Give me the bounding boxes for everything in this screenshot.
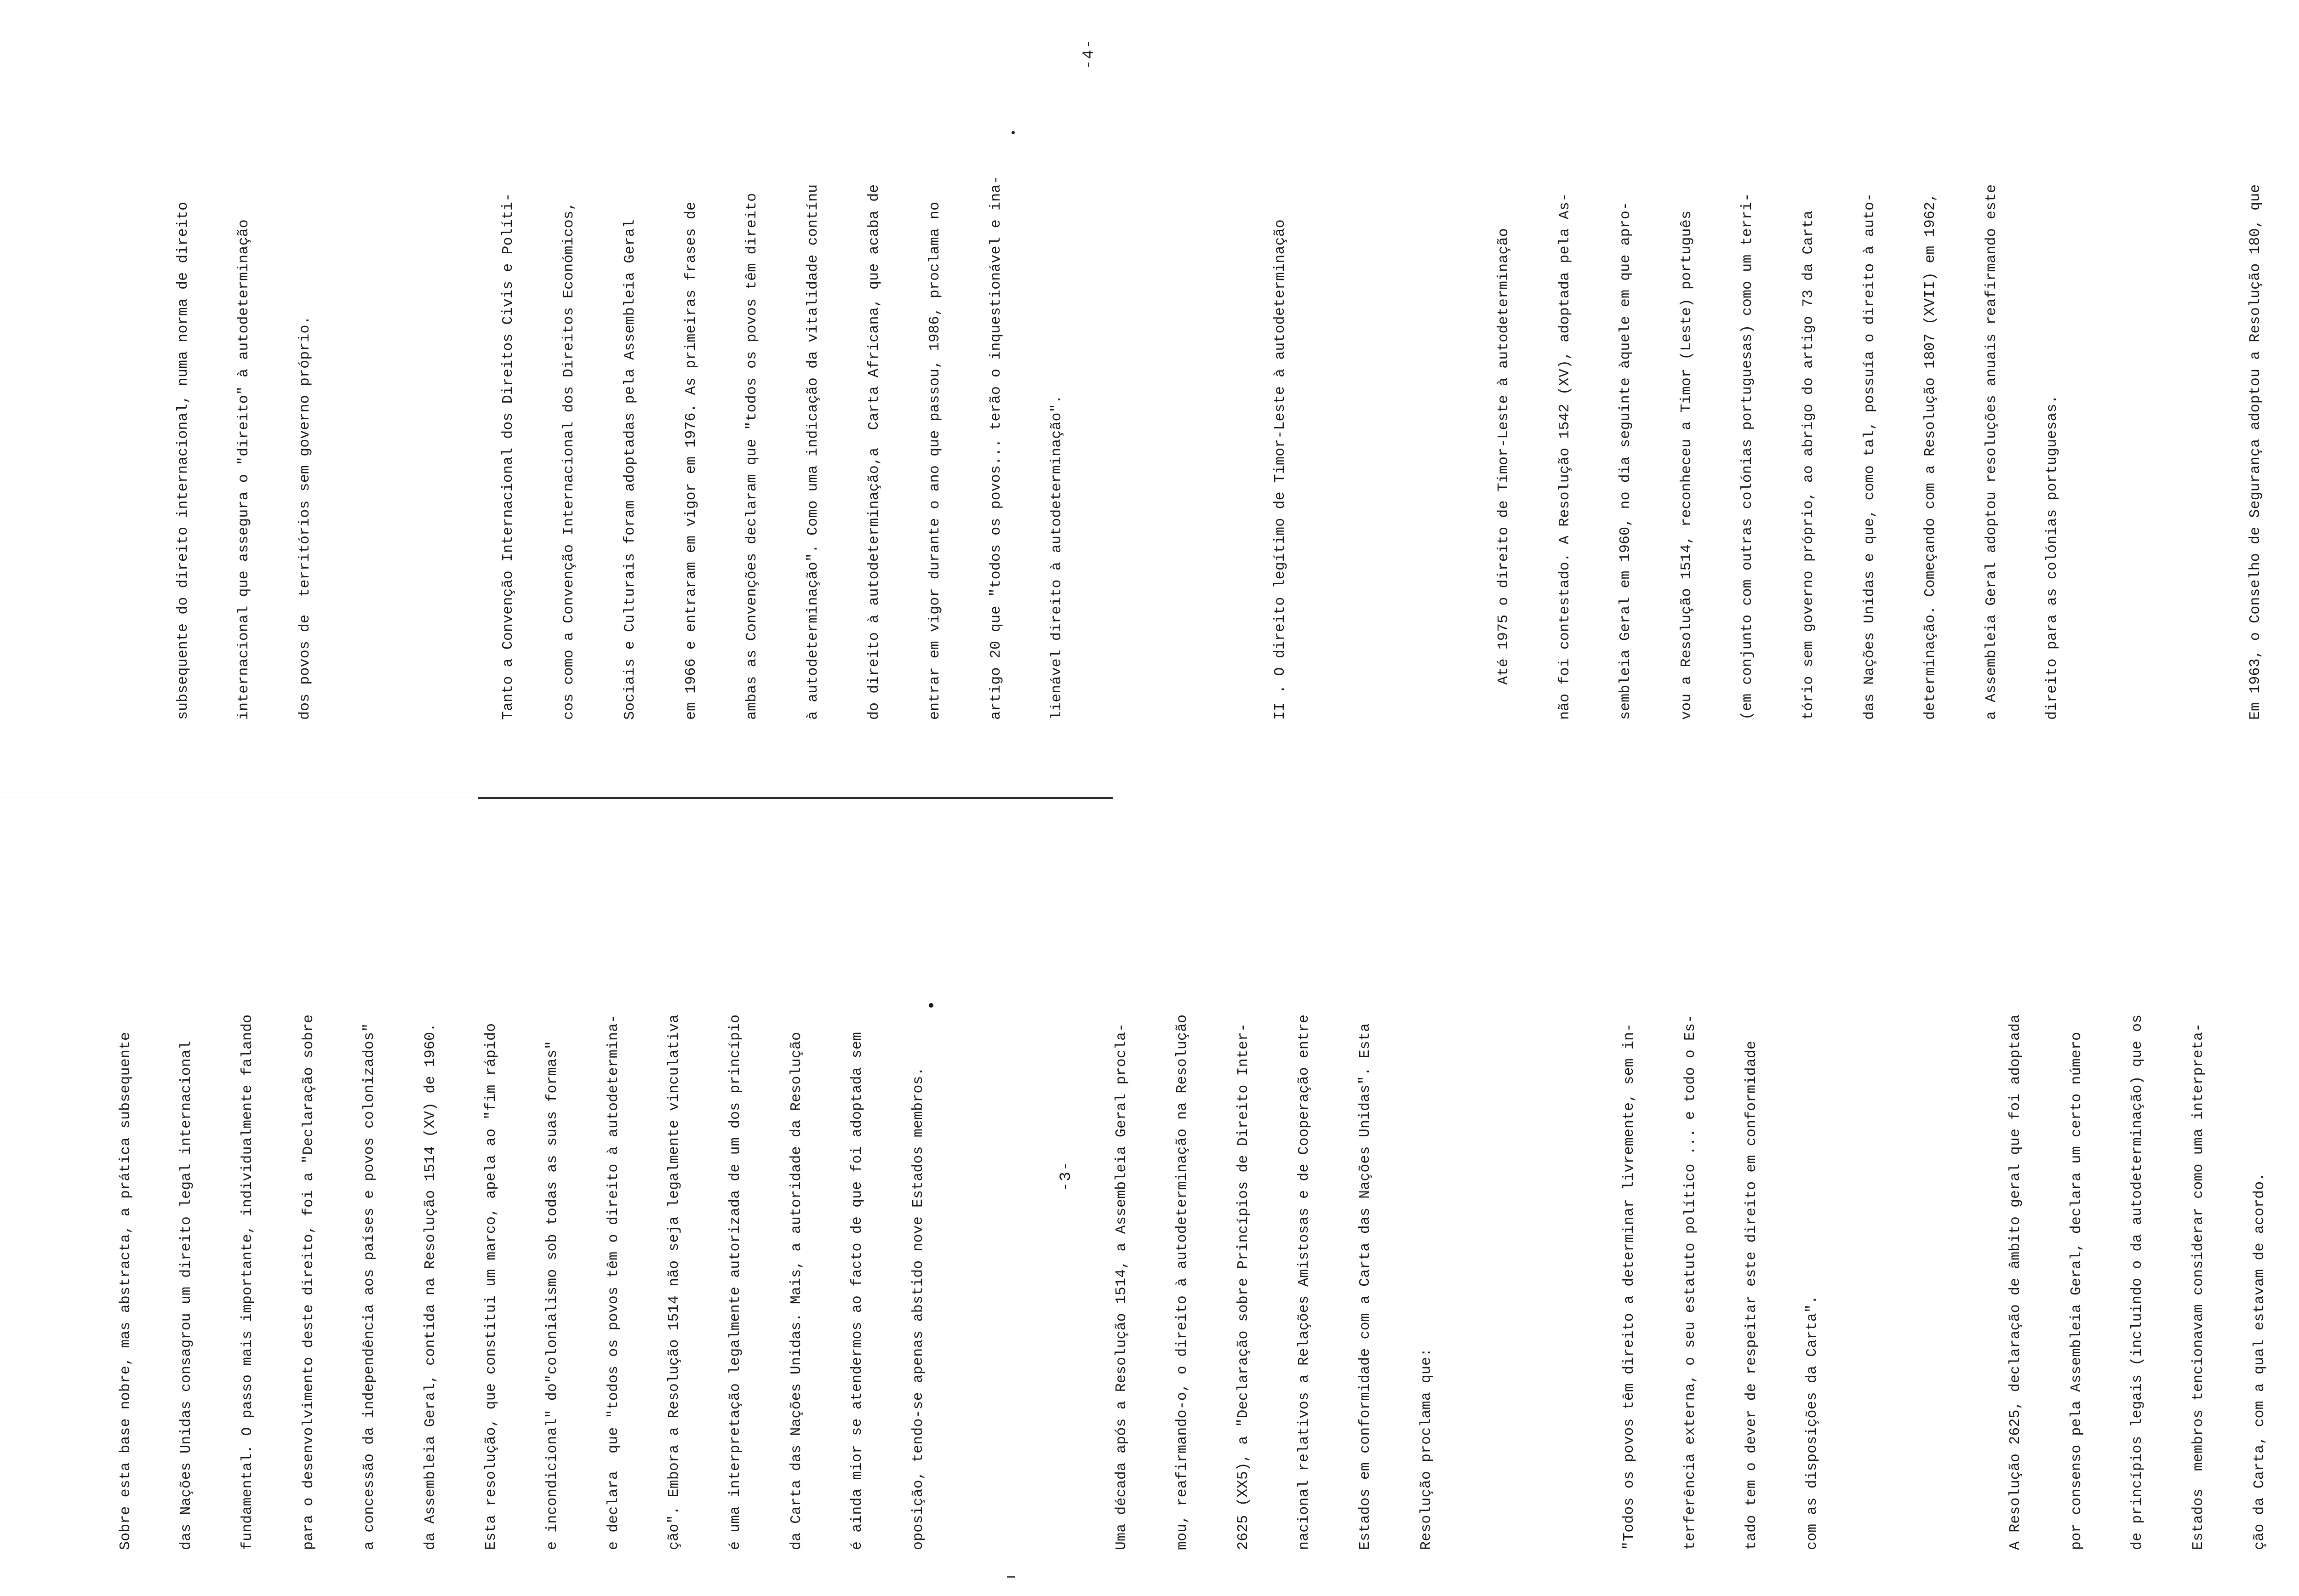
text-line: é ainda mior se atendermos ao facto de que foi adoptada sem [849, 1032, 866, 1550]
page-4 [0, 0, 2264, 798]
text-line: Estados em conformidade com a Carta das Nações Unidas". Esta [1357, 1023, 1373, 1550]
text-line: oposição, tendo-se apenas abstido nove Estados membros. [910, 1067, 926, 1550]
text-line: das Nações Unidas consagrou um direito legal internacional [178, 1041, 195, 1550]
text-line: sembleia Geral em 1960, no dia seguinte àquele em que apro- [1618, 201, 1634, 720]
text-line: ção". Embora a Resolução 1514 não seja legalmente vinculativa [666, 1014, 683, 1550]
paragraph [1071, 1006, 1477, 1550]
page-4-text-column [92, 176, 2299, 720]
text-line: dos povos de territórios sem governo próprio. [297, 316, 314, 720]
text-line: ção da Carta, com a qual estavam de acordo. [2251, 1172, 2268, 1550]
text-line: nacional relativos a Relações Amistosas e de Cooperação entre [1296, 1014, 1313, 1550]
text-line: determinação. Começando com a Resolução 1807 (XVII) em 1962, [1922, 193, 1939, 720]
heading-line: II . O direito legítimo de Timor-Leste à autodeterminação [1272, 219, 1289, 720]
text-line: da Carta das Nações Unidas. Mais, a autoridade da Resolução [788, 1032, 805, 1550]
text-line: 2625 (XX5), a "Declaração sobre Princípios de Direito Inter- [1235, 1023, 1252, 1550]
text-line: em 1966 e entraram em vigor em 1976. As primeiras frases de [683, 201, 699, 720]
paragraph [458, 176, 1108, 720]
text-line: da Assembleia Geral, contida na Resolução 1514 (XV) de 1960. [422, 1023, 439, 1550]
paragraph [75, 1006, 969, 1550]
text-line: cos como a Convenção Internacional dos Direitos Económicos, [561, 201, 578, 720]
paragraph [2205, 176, 2299, 720]
text-line: das Nações Unidas e que, como tal, possuía o direito à auto- [1861, 193, 1878, 720]
text-line: a concessão da independência aos países e povos colonizados" [361, 1023, 378, 1550]
text-line: de princípios legais (incluindo o da autodeterminação) que os [2129, 1014, 2146, 1550]
text-line: e incondicional" do"colonialismo sob todas as suas formas" [544, 1041, 561, 1550]
text-line: Sociais e Culturais foram adoptadas pela Assembleia Geral [622, 219, 639, 720]
text-line: A Resolução 2625, declaração de âmbito geral que foi adoptada [2007, 1014, 2024, 1550]
text-line: (em conjunto com outras colónias portuguesas) como um terri- [1739, 193, 1756, 720]
text-line: direito para as colónias portuguesas. [2044, 395, 2061, 720]
text-line: tório sem governo próprio, ao abrigo do artigo 73 da Carta [1801, 211, 1817, 720]
text-line: tado tem o dever de respeitar este direito em conformidade [1743, 1041, 1760, 1550]
text-line: para o desenvolvimento deste direito, foi a "Declaração sobre [300, 1014, 317, 1550]
text-line: vou a Resolução 1514, reconheceu a Timor (Leste) português [1678, 211, 1695, 720]
scan-speck [929, 1003, 933, 1008]
paragraph [1453, 176, 2104, 720]
page-3-text-column [34, 1006, 2299, 1550]
text-line: Resolução proclama que: [1418, 1348, 1435, 1550]
text-line: Tanto a Convenção Internacional dos Direitos Civis e Políti- [500, 193, 516, 720]
text-line: do direito à autodeterminação,a Carta Africana, que acaba de [866, 184, 882, 720]
page-number: -4- [1081, 38, 1098, 69]
text-line: ambas as Convenções declaram que "todos os povos têm direito [744, 193, 761, 720]
page-3 [0, 798, 2268, 1596]
page-number: -3- [1058, 1160, 1075, 1191]
block-quote [1579, 1006, 1864, 1550]
text-line: internacional que assegura o "direito" à autodeterminação [236, 219, 252, 720]
text-line: não foi contestado. A Resolução 1542 (XV), adoptada pela As- [1556, 193, 1573, 720]
text-line: fundamental. O passo mais importante, individualmente falando [240, 1014, 256, 1550]
text-line: Em 1963, o Conselho de Segurança adoptou a Resolução 180, que [2248, 184, 2264, 720]
text-line: a Assembleia Geral adoptou resoluções anuais reafirmando este [1983, 184, 2000, 720]
text-line: Estados membros tencionavam considerar como uma interpreta- [2190, 1023, 2207, 1550]
text-line: mou, reafirmando-o, o direito à autodeterminação na Resolução [1174, 1014, 1191, 1550]
scan-speck [1012, 131, 1015, 134]
text-line: entrar em vigor durante o ano que passou, 1986, proclama no [927, 201, 944, 720]
text-line: subsequente do direito internacional, numa norma de direito [175, 201, 191, 720]
text-line: por consenso pela Assembleia Geral, declara um certo número [2068, 1032, 2085, 1550]
section-heading [1230, 176, 1332, 720]
text-line: Esta resolução, que constitui um marco, apela ao "fim rápido [483, 1023, 500, 1550]
text-line: artigo 20 que "todos os povos... terão o inquestionável e ina- [988, 175, 1004, 720]
text-line: é uma interpretação legalmente autorizada de um dos princípio [727, 1014, 743, 1550]
text-line: Uma década após a Resolução 1514, a Assembleia Geral procla- [1113, 1023, 1130, 1550]
text-line: e declara que "todos os povos têm o direito à autodetermina- [605, 1014, 622, 1550]
paragraph [1965, 1006, 2299, 1550]
scan-mark [1007, 1576, 1015, 1578]
text-line: Sobre esta base nobre, mas abstracta, a prática subsequente [117, 1032, 134, 1550]
text-line: Até 1975 o direito de Timor-Leste à autodeterminação [1496, 228, 1512, 720]
text-line: terferência externa, o seu estatuto político ... e todo o Es- [1682, 1014, 1699, 1550]
text-line: "Todos os povos têm direito a determinar livremente, sem in- [1621, 1023, 1638, 1550]
paragraph [132, 176, 356, 720]
text-line: lienável direito à autodeterminação". [1049, 395, 1065, 720]
text-line: à autodeterminação". Como uma indicação da vitalidade contínu [805, 184, 821, 720]
text-line: com as disposições da Carta". [1804, 1295, 1821, 1550]
